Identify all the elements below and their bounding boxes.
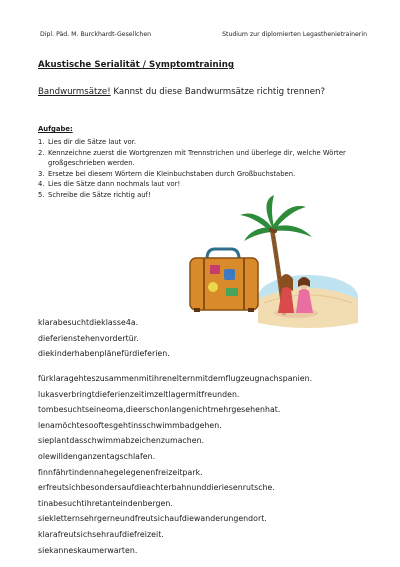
sentence-line: tombesuchtseineoma,dieerschonlangenichtmehrgesehenhat. [38,405,281,415]
task-step [38,137,368,148]
task-step [38,179,368,190]
sentence-line: fürklaragehteszusammenmitihrenelternmitdemflugzeugnachspanien. [38,374,313,383]
step-number: 4. [38,180,45,189]
step-number: 2. [38,148,45,157]
sentence-line: lukasverbringtdieferienzeitimzeltlagermitfreunden. [38,389,240,399]
step-text: Schreibe die Sätze richtig auf! [48,190,151,199]
step-text: Lies die Sätze dann nochmals laut vor! [48,180,181,189]
step-text: Lies dir die Sätze laut vor. [48,138,137,146]
subtitle-keyword: Bandwurmsätze! [38,87,111,97]
subtitle [38,87,325,97]
subtitle-question: Kannst du diese Bandwurmsätze richtig trennen? [113,87,326,97]
suitcase [190,249,258,312]
page-title: Akustische Serialität / Symptomtraining [38,60,235,70]
short-sentences [38,315,170,362]
step-number: 3. [38,169,45,178]
long-sentences [38,371,312,558]
sentence-line: olewilldenganzentagschlafen. [38,451,156,461]
sentence-line: lenamöchtesooftesgehtinsschwimmbadgehen. [38,420,222,430]
sentence-line: finnfährtindennahegelegenenfreizeitpark. [38,467,203,477]
header-course: Studium zur diplomierten Legasthenietrainerin [222,31,367,38]
sentence-line: klarafreutsichsehraufdiefreizeit. [38,529,164,539]
sentence-line: tinabesuchtihretanteindenbergen. [38,498,173,508]
holiday-illustration [180,195,380,330]
task-steps [38,137,368,201]
task-step [38,148,368,169]
step-number: 5. [38,190,45,199]
sentence-line: diekinderhabenplänefürdieferien. [38,349,170,359]
sentence-line: klarabesuchtdieklasse4a. [38,318,139,327]
task-heading: Aufgabe: [38,125,73,133]
header-author: Dipl. Päd. M. Burckhardt-Gesellchen [40,31,152,38]
sentence-line: siekletternsehrgerneundfreutsichaufdiewanderungendort. [38,514,267,524]
sentence-line: dieferienstehenvordertür. [38,333,139,343]
task-step [38,169,368,180]
sentence-line: erfreutsichbesondersaufdieachterbahnunddieriesenrutsche. [38,483,275,493]
sentence-line: siekanneskaumerwarten. [38,545,138,555]
step-text: Ersetze bei diesem Wörtern die Kleinbuchstaben durch Großbuchstaben. [48,169,296,178]
step-text: Kennzeichne zuerst die Wortgrenzen mit Trennstrichen und überlege dir, welche Wörter großgeschrieben werden. [48,148,346,168]
step-number: 1. [38,138,45,146]
sentence-line: sieplantdasschwimmabzeichenzumachen. [38,436,205,446]
